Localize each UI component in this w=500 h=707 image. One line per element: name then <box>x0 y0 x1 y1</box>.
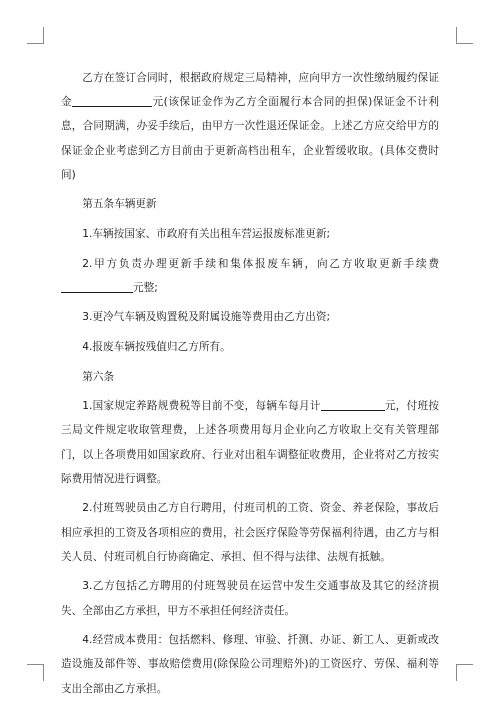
article-6-heading: 第六条 <box>82 370 115 383</box>
article-6-item-2: 2.付班驾驶员由乙方自行聘用，付班司机的工资、资金、养老保险，事故后相应承担的工资及各项相应的费用，社会医疗保险等劳保福利待遇，由乙方与相关人员、付班司机自行协商确定、承担、但不得与法律、法规有抵触。 <box>61 502 439 563</box>
monthly-fee-blank <box>321 398 385 411</box>
article-6-item-1 <box>61 394 439 491</box>
deposit-amount-blank-2 <box>112 94 152 107</box>
article-5-heading: 第五条车辆更新 <box>82 198 157 211</box>
document-body <box>61 66 439 706</box>
crop-mark-bottom-right <box>456 664 473 681</box>
article-5-item-4: 4.报废车辆按残值归乙方所有。 <box>82 340 231 353</box>
article-6-item-3: 3.乙方包括乙方聘用的付班驾驶员在运营中发生交通事故及其它的经济损失、全部由乙方承担，甲方不承担任何经济责任。 <box>61 580 439 617</box>
article-5-item-2-text-b: 元整; <box>133 281 158 294</box>
paragraph-deposit-text-a: 乙方在签订合同时，根据政府规定三局精神，应向甲方一次性缴纳履约保证金 <box>61 72 439 109</box>
paragraph-deposit <box>61 66 439 187</box>
crop-mark-top-right <box>456 27 473 44</box>
deposit-amount-blank <box>72 94 112 107</box>
article-5-item-3: 3.更冷气车辆及购置税及附属设施等费用由乙方出资; <box>82 311 331 324</box>
article-5-item-2 <box>61 252 439 300</box>
article-6-item-1-text-a: 1.国家规定养路规费税等目前不变，每辆车每月计 <box>82 400 321 413</box>
renewal-fee-blank <box>61 280 133 293</box>
article-6-item-1-text-b: 元，付班按三局文件规定收取管理费，上述各项费用每月企业向乙方收取上交有关管理部门，以上各项费用如国家政府、行业对出租车调整征收费用，企业将对乙方按实际费用情况进行调整。 <box>61 400 439 485</box>
crop-mark-top-left <box>27 27 44 44</box>
paragraph-deposit-text-b: 元(该保证金作为乙方全面履行本合同的担保)保证金不计利息，合同期满，办妥手续后，由甲方一次性退还保证金。上述乙方应交给甲方的保证金企业考虑到乙方目前由于更新高档出租车，企业暂缓收取。(具体交费时间) <box>61 96 439 181</box>
crop-mark-bottom-left <box>27 664 44 681</box>
article-5-item-2-text-a: 2.甲方负责办理更新手续和集体报废车辆，向乙方收取更新手续费 <box>82 257 439 270</box>
article-6-item-4: 4.经营成本费用：包括燃料、修理、审验、扦测、办证、新工人、更新或改造设施及部件等、事故赔偿费用(除保险公司理赔外)的工资医疗、劳保、福利等支出全部由乙方承担。 <box>61 634 439 695</box>
article-5-item-1: 1.车辆按国家、市政府有关出租车营运报废标准更新; <box>82 228 331 240</box>
